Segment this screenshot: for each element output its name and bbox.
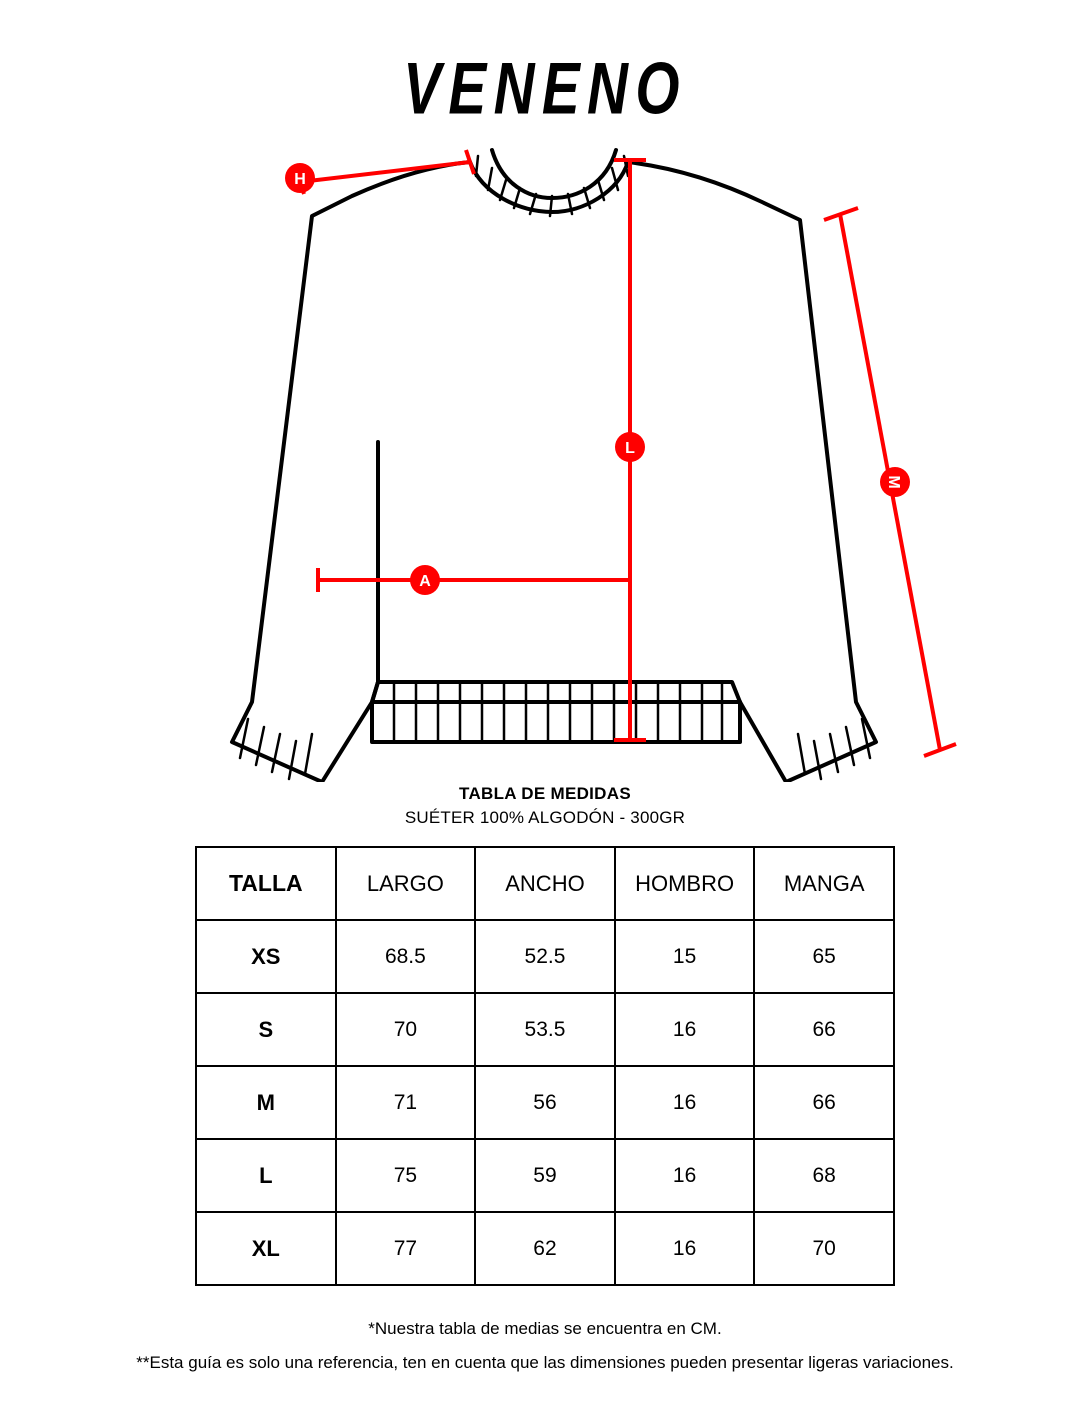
footnote-units: *Nuestra tabla de medias se encuentra en CM. [368, 1319, 722, 1338]
svg-text:H: H [294, 171, 306, 188]
column-header-largo: LARGO [336, 847, 476, 920]
cell-ancho: 52.5 [475, 920, 615, 993]
column-header-talla: TALLA [196, 847, 336, 920]
column-header-ancho: ANCHO [475, 847, 615, 920]
cell-size: M [196, 1066, 336, 1139]
table-header-row [196, 847, 894, 920]
cell-hombro: 16 [615, 1139, 755, 1212]
table-row [196, 1139, 894, 1212]
column-header-manga: MANGA [754, 847, 894, 920]
cell-size: L [196, 1139, 336, 1212]
cell-largo: 68.5 [336, 920, 476, 993]
cell-hombro: 15 [615, 920, 755, 993]
cell-largo: 77 [336, 1212, 476, 1285]
cell-hombro: 16 [615, 993, 755, 1066]
brand-logo: VENENO [403, 48, 687, 130]
cell-manga: 68 [754, 1139, 894, 1212]
cell-ancho: 53.5 [475, 993, 615, 1066]
table-subtitle: SUÉTER 100% ALGODÓN - 300GR [404, 808, 686, 827]
cell-ancho: 59 [475, 1139, 615, 1212]
cell-largo: 71 [336, 1066, 476, 1139]
cell-manga: 65 [754, 920, 894, 993]
brand-header [0, 0, 1090, 130]
size-table-wrapper [195, 846, 895, 1286]
cell-largo: 70 [336, 993, 476, 1066]
footnotes [0, 1312, 1090, 1380]
cell-largo: 75 [336, 1139, 476, 1212]
footnote-disclaimer: **Esta guía es solo una referencia, ten en cuenta que las dimensiones pueden presentar ligeras variaciones. [136, 1353, 954, 1372]
cell-ancho: 62 [475, 1212, 615, 1285]
cell-manga: 66 [754, 993, 894, 1066]
table-row [196, 1066, 894, 1139]
cell-hombro: 16 [615, 1212, 755, 1285]
table-caption [0, 784, 1090, 828]
cell-manga: 70 [754, 1212, 894, 1285]
cell-ancho: 56 [475, 1066, 615, 1139]
cell-size: S [196, 993, 336, 1066]
table-row [196, 1212, 894, 1285]
size-table [195, 846, 895, 1286]
svg-text:M: M [885, 475, 902, 489]
garment-diagram [0, 142, 1090, 782]
table-row [196, 993, 894, 1066]
svg-text:L: L [625, 440, 635, 457]
cell-hombro: 16 [615, 1066, 755, 1139]
cell-size: XS [196, 920, 336, 993]
column-header-hombro: HOMBRO [615, 847, 755, 920]
cell-manga: 66 [754, 1066, 894, 1139]
svg-text:A: A [419, 573, 431, 590]
cell-size: XL [196, 1212, 336, 1285]
table-title: TABLA DE MEDIDAS [459, 784, 631, 803]
table-row [196, 920, 894, 993]
